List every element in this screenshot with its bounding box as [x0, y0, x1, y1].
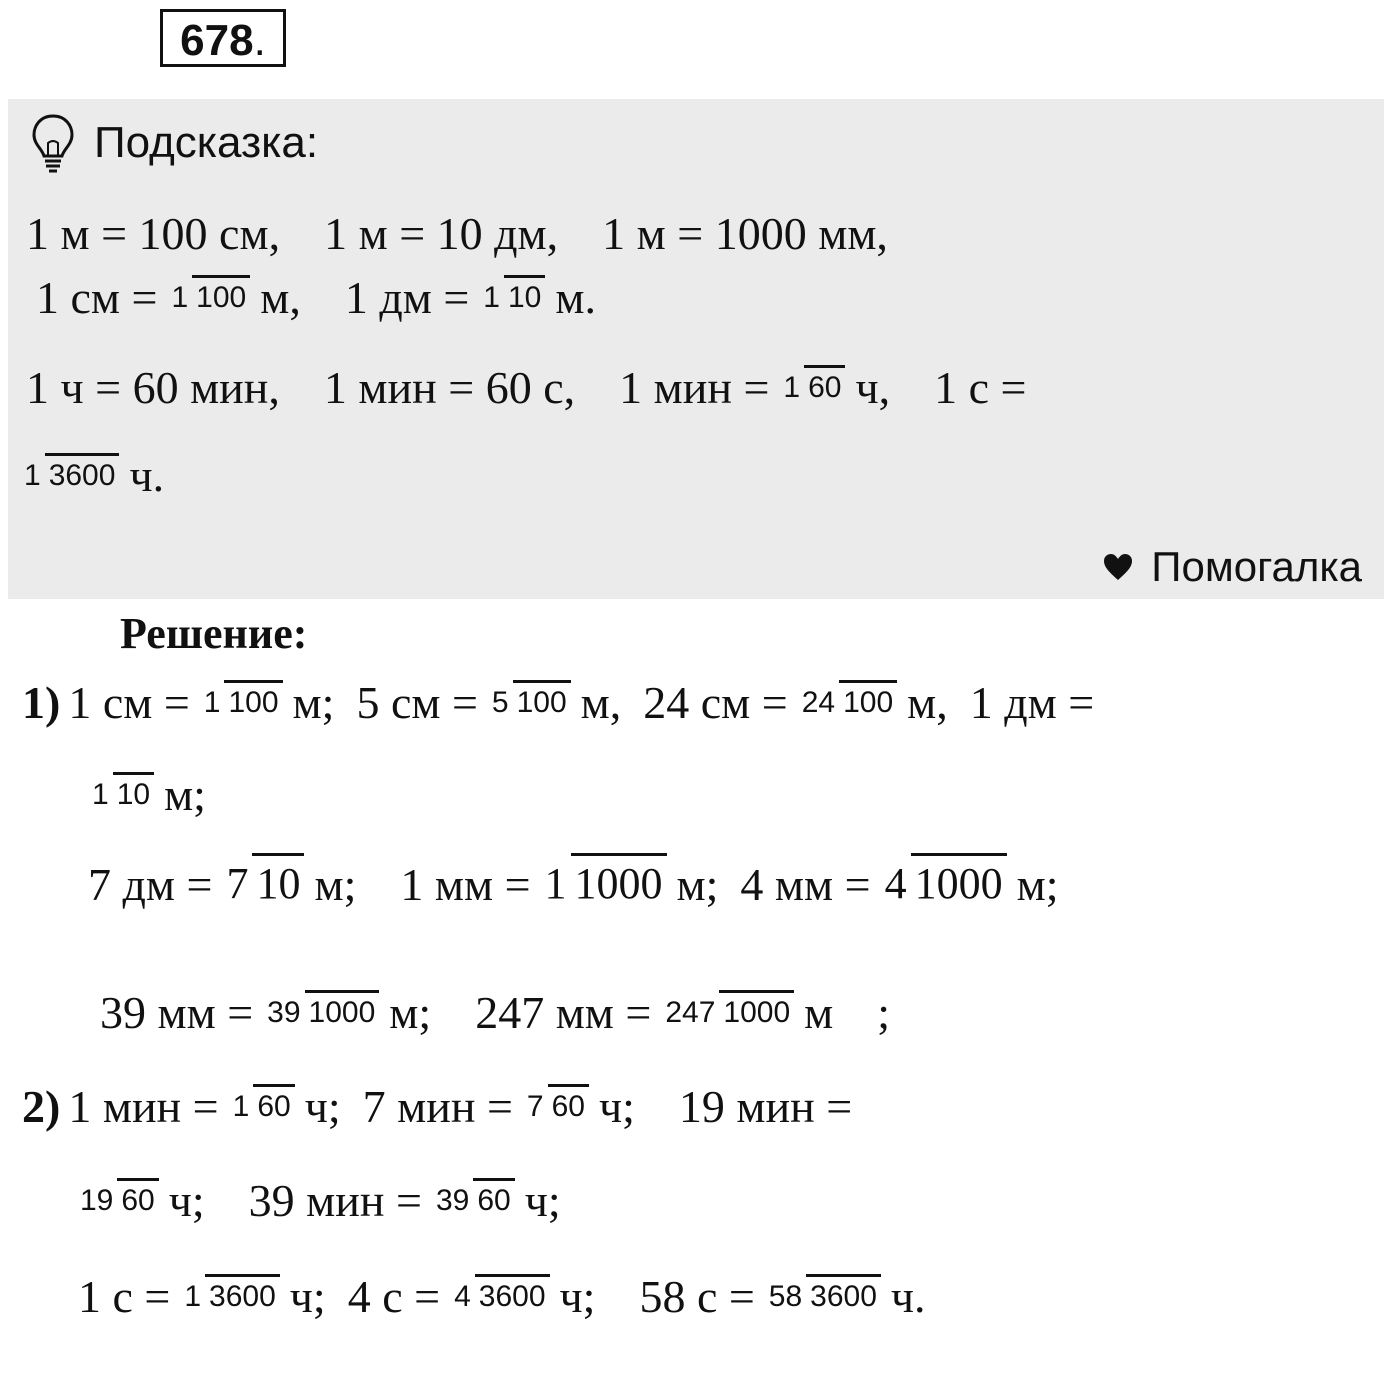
solution-text: 1 см = [68, 677, 190, 728]
fraction [450, 1281, 549, 1313]
denominator: 1000 [911, 853, 1007, 908]
solution-text: 1 с = [78, 1271, 171, 1322]
solution-text: 19 мин = [678, 1081, 853, 1132]
solution-text: 7 мин = [362, 1081, 513, 1132]
solution-row-2 [78, 768, 206, 821]
numerator: 7 [226, 859, 249, 909]
solution-text: 1 мин = [68, 1081, 219, 1132]
item-marker-2: 2) [22, 1081, 61, 1132]
solution-text: ч; [524, 1175, 561, 1226]
fraction [229, 1091, 295, 1123]
solution-text: 39 мм = [100, 987, 254, 1038]
numerator: 1 [184, 1279, 202, 1313]
denominator: 60 [804, 365, 845, 404]
solution-text: м; [314, 859, 357, 910]
hint-text: 1 см = [36, 272, 158, 323]
solution-text: м; [676, 859, 719, 910]
solution-text: 247 мм = [475, 987, 652, 1038]
hint-text: 1 дм = [344, 272, 470, 323]
numerator: 39 [267, 995, 301, 1029]
numerator: 1 [483, 280, 500, 314]
credit-label: Помогалка [1151, 543, 1362, 590]
solution-text: ч; [289, 1271, 326, 1322]
hint-text: м. [555, 272, 596, 323]
denominator: 3600 [806, 1274, 881, 1313]
denominator: 60 [473, 1178, 514, 1217]
solution-text: ч; [168, 1175, 205, 1226]
problem-number-box [160, 9, 286, 67]
hint-text: 1 м = 1000 мм, [602, 208, 888, 259]
hint-text: 1 с = [934, 362, 1027, 413]
numerator: 1 [24, 458, 41, 492]
solution-text: ч; [304, 1081, 341, 1132]
solution-text: 7 дм = [88, 859, 213, 910]
problem-number-dot: . [253, 16, 266, 65]
denominator: 3600 [475, 1274, 550, 1313]
hint-text: 1 м = 100 см, [26, 208, 281, 259]
fraction [200, 687, 283, 719]
solution-text: 1 дм = [969, 677, 1095, 728]
numerator: 4 [454, 1279, 471, 1313]
solution-text: м; [164, 769, 206, 820]
solution-text: ч; [598, 1081, 635, 1132]
fraction [167, 282, 250, 314]
denominator: 100 [513, 680, 571, 719]
denominator: 10 [504, 275, 545, 314]
denominator: 60 [117, 1178, 158, 1217]
fraction [263, 997, 379, 1029]
solution-text: 1 мм = [400, 859, 531, 910]
numerator: 247 [665, 995, 716, 1029]
denominator: 1000 [719, 990, 794, 1029]
numerator: 1 [92, 777, 109, 811]
numerator: 1 [232, 1089, 250, 1123]
solution-text: ; [877, 987, 891, 1038]
solution-text: ч. [890, 1271, 926, 1322]
numerator: 39 [435, 1183, 470, 1217]
fraction [20, 460, 119, 492]
denominator: 3600 [205, 1274, 280, 1313]
solution-row-7 [78, 1270, 926, 1323]
hint-panel [8, 99, 1384, 599]
fraction [76, 1185, 159, 1217]
credit [1103, 543, 1362, 591]
heart-icon [1103, 553, 1133, 581]
numerator: 7 [526, 1089, 544, 1123]
fraction [88, 779, 154, 811]
fraction [541, 859, 667, 909]
numerator: 58 [768, 1279, 803, 1313]
hint-text: 1 ч = 60 мин, [26, 362, 280, 413]
solution-row-1 [22, 676, 1094, 729]
hint-text: ч, [855, 362, 891, 413]
denominator: 1000 [571, 853, 667, 908]
numerator: 5 [491, 685, 509, 719]
solution-row-3 [88, 858, 1058, 911]
fraction [661, 997, 794, 1029]
hint-line-4 [20, 449, 164, 502]
denominator: 100 [839, 680, 897, 719]
numerator: 1 [203, 685, 221, 719]
hint-text: 1 м = 10 дм, [324, 208, 559, 259]
numerator: 1 [544, 859, 567, 909]
hint-text: 1 мин = [619, 362, 770, 413]
solution-text: 4 мм = [740, 859, 871, 910]
solution-text: ч; [559, 1271, 596, 1322]
denominator: 60 [548, 1084, 589, 1123]
fraction [881, 859, 1007, 909]
fraction [479, 282, 545, 314]
fraction [222, 859, 304, 909]
hint-line-1 [26, 207, 888, 260]
solution-text: м; [292, 677, 335, 728]
hint-title: Подсказка: [94, 118, 319, 167]
hint-line-3 [26, 361, 1026, 414]
fraction [798, 687, 897, 719]
solution-text: 39 мин = [248, 1175, 422, 1226]
solution-text: 58 с = [639, 1271, 755, 1322]
denominator: 100 [192, 275, 250, 314]
numerator: 19 [80, 1183, 114, 1217]
solution-text: м; [1016, 859, 1059, 910]
fraction [432, 1185, 515, 1217]
numerator: 24 [801, 685, 836, 719]
numerator: 1 [783, 370, 801, 404]
solution-title: Решение: [120, 609, 308, 658]
hint-line-2 [36, 271, 596, 324]
solution-text: м, [580, 677, 622, 728]
solution-row-4 [100, 986, 890, 1039]
hint-text: м, [260, 272, 301, 323]
solution-row-5 [22, 1080, 852, 1133]
denominator: 100 [224, 680, 282, 719]
denominator: 60 [253, 1084, 294, 1123]
solution-text: м, [907, 677, 948, 728]
fraction [779, 372, 845, 404]
solution-text: 5 см = [356, 677, 478, 728]
solution-text: 4 с = [347, 1271, 441, 1322]
lightbulb-icon [30, 113, 76, 173]
denominator: 10 [113, 772, 154, 811]
denominator: 3600 [45, 453, 120, 492]
problem-number: 678 [180, 16, 254, 65]
numerator: 1 [171, 280, 189, 314]
solution-text: 24 см = [643, 677, 788, 728]
solution-row-6 [66, 1174, 561, 1227]
fraction [180, 1281, 279, 1313]
numerator: 4 [884, 859, 907, 909]
denominator: 1000 [305, 990, 380, 1029]
solution-text: м [804, 987, 834, 1038]
fraction [765, 1281, 881, 1313]
hint-text: ч. [129, 450, 165, 501]
item-marker-1: 1) [22, 677, 61, 728]
denominator: 10 [252, 853, 304, 908]
fraction [488, 687, 571, 719]
solution-text: м; [389, 987, 432, 1038]
hint-header [30, 113, 318, 173]
fraction [523, 1091, 589, 1123]
hint-text: 1 мин = 60 с, [323, 362, 576, 413]
